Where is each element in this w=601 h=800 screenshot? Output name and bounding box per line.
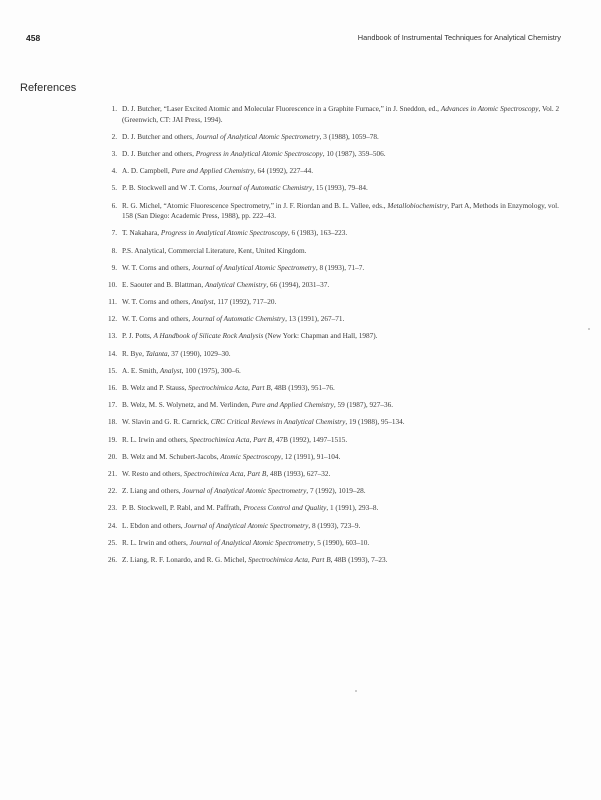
reference-source-title: Progress in Analytical Atomic Spectroscopy: [160, 229, 288, 238]
reference-text: W. T. Corns and others,: [122, 315, 192, 324]
reference-number: 2.: [111, 132, 117, 141]
reference-source-title: Spectrochimica Acta, Part B: [189, 435, 273, 444]
reference-number: 4.: [111, 167, 117, 176]
reference-item: [104, 486, 560, 497]
reference-text: A. D. Campbell,: [122, 167, 172, 176]
reference-item: [104, 246, 560, 257]
reference-source-title: A Handbook of Silicate Rock Analysis: [153, 332, 264, 341]
reference-text: W. Resto and others,: [122, 469, 184, 478]
reference-number: 18.: [107, 418, 117, 427]
reference-number: 26.: [107, 555, 117, 564]
scan-speck: [355, 690, 357, 692]
reference-text: , 100 (1975), 300–6.: [181, 366, 241, 375]
reference-item: [104, 166, 560, 177]
reference-number: 3.: [111, 149, 117, 158]
reference-text: W. T. Corns and others,: [122, 263, 192, 272]
reference-text: B. Welz and P. Stauss,: [122, 384, 189, 392]
section-title: References: [20, 82, 77, 94]
reference-text: D. J. Butcher, “Laser Excited Atomic and Molecular Fluorescence in a Graphite Furnace,” in J. Sneddon, ed.,: [122, 105, 441, 113]
reference-text: , 48B (1993), 951–76.: [270, 384, 335, 392]
reference-text: , 15 (1993), 79–84.: [312, 184, 368, 193]
reference-source-title: Atomic Spectroscopy: [220, 452, 282, 461]
reference-source-title: Analytical Chemistry: [204, 280, 267, 289]
reference-item: [104, 555, 560, 566]
reference-number: 13.: [107, 332, 117, 341]
reference-text: D. J. Butcher and others,: [122, 149, 196, 158]
reference-source-title: Process Control and Quality: [243, 504, 327, 513]
reference-text: , 37 (1990), 1029–30.: [167, 349, 231, 358]
reference-text: W. Slavin and G. R. Carnrick,: [122, 418, 211, 427]
reference-text: , 1 (1991), 293–8.: [326, 504, 379, 513]
reference-source-title: Journal of Analytical Atomic Spectrometry: [184, 521, 309, 530]
reference-item: [104, 435, 560, 446]
reference-item: [104, 400, 560, 411]
reference-source-title: Metallobiochemistry: [387, 201, 448, 210]
reference-number: 21.: [107, 469, 117, 478]
running-title: Handbook of Instrumental Techniques for Analytical Chemistry: [357, 33, 561, 42]
reference-text: , 10 (1987), 359–506.: [322, 149, 386, 158]
reference-number: 1.: [111, 105, 117, 113]
reference-source-title: Spectrochimica Acta, Part B: [248, 555, 331, 564]
reference-item: [104, 280, 560, 291]
reference-item: [104, 538, 560, 549]
reference-text: W. T. Corns and others,: [122, 298, 192, 307]
reference-item: [104, 366, 560, 377]
reference-source-title: Pure and Applied Chemistry: [171, 167, 254, 176]
reference-number: 5.: [111, 184, 117, 193]
reference-list: [104, 104, 560, 572]
reference-item: [104, 263, 560, 274]
reference-text: , 64 (1992), 227–44.: [253, 167, 314, 176]
reference-number: 10.: [107, 280, 117, 289]
reference-number: 24.: [107, 521, 117, 530]
reference-item: [104, 201, 560, 222]
reference-source-title: Analyst: [191, 298, 214, 307]
reference-text: B. Welz and M. Schubert-Jacobs,: [122, 452, 221, 461]
reference-source-title: Journal of Analytical Atomic Spectrometry: [191, 263, 316, 272]
reference-number: 12.: [107, 315, 117, 324]
reference-text: , 47B (1992), 1497–1515.: [272, 435, 348, 444]
reference-item: [104, 104, 560, 125]
page-header: [26, 33, 561, 47]
reference-source-title: Pure and Applied Chemistry: [251, 401, 334, 410]
reference-source-title: Spectrochimica Acta, Part B: [188, 384, 271, 392]
reference-text: , 48B (1993), 7–23.: [330, 555, 388, 564]
reference-number: 14.: [107, 349, 117, 358]
reference-number: 22.: [107, 487, 117, 496]
reference-text: , Vol. 2 (Greenwich, CT: JAI Press, 1994).: [122, 105, 560, 124]
reference-item: [104, 503, 560, 514]
reference-text: B. Welz, M. S. Wolynetz, and M. Verlinden,: [122, 401, 252, 410]
reference-text: L. Ebdon and others,: [122, 521, 185, 530]
reference-item: [104, 417, 560, 428]
reference-item: [104, 183, 560, 194]
reference-text: , Part A, Methods in Enzymology, vol. 158 (San Diego: Academic Press, 1988), pp. 222–43.: [122, 201, 559, 221]
reference-source-title: Spectrochimica Acta, Part B: [183, 469, 267, 478]
reference-item: [104, 132, 560, 143]
reference-number: 9.: [111, 263, 117, 272]
reference-text: A. E. Smith,: [122, 366, 160, 375]
reference-source-title: Journal of Analytical Atomic Spectrometry: [195, 132, 320, 141]
reference-source-title: Analyst: [159, 366, 182, 375]
reference-text: D. J. Butcher and others,: [122, 132, 196, 141]
reference-source-title: CRC Critical Reviews in Analytical Chemistry: [210, 418, 346, 427]
reference-item: [104, 383, 560, 394]
reference-item: [104, 314, 560, 325]
reference-text: , 8 (1993), 723–9.: [308, 521, 361, 530]
reference-item: [104, 149, 560, 160]
reference-text: Z. Liang, R. F. Lonardo, and R. G. Michel,: [122, 555, 249, 564]
reference-source-title: Talanta: [145, 349, 168, 358]
reference-number: 23.: [107, 504, 117, 513]
reference-text: R. G. Michel, “Atomic Fluorescence Spectrometry,” in J. F. Riordan and B. L. Vallee, eds.,: [122, 201, 388, 210]
reference-text: , 3 (1988), 1059–78.: [319, 132, 379, 141]
reference-number: 7.: [111, 229, 117, 238]
reference-text: R. L. Irwin and others,: [122, 435, 190, 444]
reference-item: [104, 469, 560, 480]
reference-item: [104, 349, 560, 360]
reference-number: 15.: [107, 366, 117, 375]
reference-text: (New York: Chapman and Hall, 1987).: [263, 332, 378, 341]
reference-item: [104, 297, 560, 308]
reference-text: P. B. Stockwell and W .T. Corns,: [122, 184, 220, 193]
reference-text: , 19 (1988), 95–134.: [345, 418, 405, 427]
reference-source-title: Journal of Automatic Chemistry: [191, 315, 286, 324]
reference-item: [104, 228, 560, 239]
reference-text: , 66 (1994), 2031–37.: [266, 280, 330, 289]
reference-text: , 13 (1991), 267–71.: [285, 315, 345, 324]
scan-speck: [588, 328, 590, 330]
reference-text: , 6 (1983), 163–223.: [287, 229, 348, 238]
reference-number: 8.: [111, 246, 117, 255]
page-number: 458: [26, 33, 41, 43]
reference-item: [104, 521, 560, 532]
reference-text: R. L. Irwin and others,: [122, 538, 190, 547]
reference-text: , 8 (1993), 71–7.: [315, 263, 365, 272]
reference-text: P.S. Analytical, Commercial Literature, Kent, United Kingdom.: [122, 246, 307, 255]
reference-source-title: Journal of Analytical Atomic Spectrometry: [182, 487, 307, 496]
reference-source-title: Progress in Analytical Atomic Spectroscopy: [195, 149, 323, 158]
reference-item: [104, 331, 560, 342]
reference-source-title: Journal of Automatic Chemistry: [219, 184, 313, 193]
reference-text: E. Saouter and B. Blattman,: [122, 280, 205, 289]
reference-text: R. Bye,: [122, 349, 146, 358]
reference-text: Z. Liang and others,: [122, 487, 183, 496]
reference-number: 25.: [107, 538, 117, 547]
reference-text: , 12 (1991), 91–104.: [281, 452, 341, 461]
reference-number: 6.: [111, 201, 117, 210]
reference-number: 17.: [107, 401, 117, 410]
reference-number: 19.: [107, 435, 117, 444]
reference-number: 16.: [107, 384, 117, 392]
reference-text: , 59 (1987), 927–36.: [333, 401, 394, 410]
reference-text: , 5 (1990), 603–10.: [313, 538, 370, 547]
reference-source-title: Journal of Analytical Atomic Spectrometry: [189, 538, 314, 547]
reference-item: [104, 452, 560, 463]
reference-text: , 117 (1992), 717–20.: [213, 298, 277, 307]
reference-text: P. B. Stockwell, P. Rabl, and M. Paffrath,: [122, 504, 244, 513]
reference-source-title: Advances in Atomic Spectroscopy: [440, 105, 539, 113]
reference-text: , 7 (1992), 1019–28.: [306, 487, 366, 496]
reference-text: P. J. Potts,: [122, 332, 154, 341]
reference-text: , 48B (1993), 627–32.: [266, 469, 331, 478]
reference-text: T. Nakahara,: [122, 229, 161, 238]
reference-number: 11.: [108, 298, 117, 307]
reference-number: 20.: [107, 452, 117, 461]
